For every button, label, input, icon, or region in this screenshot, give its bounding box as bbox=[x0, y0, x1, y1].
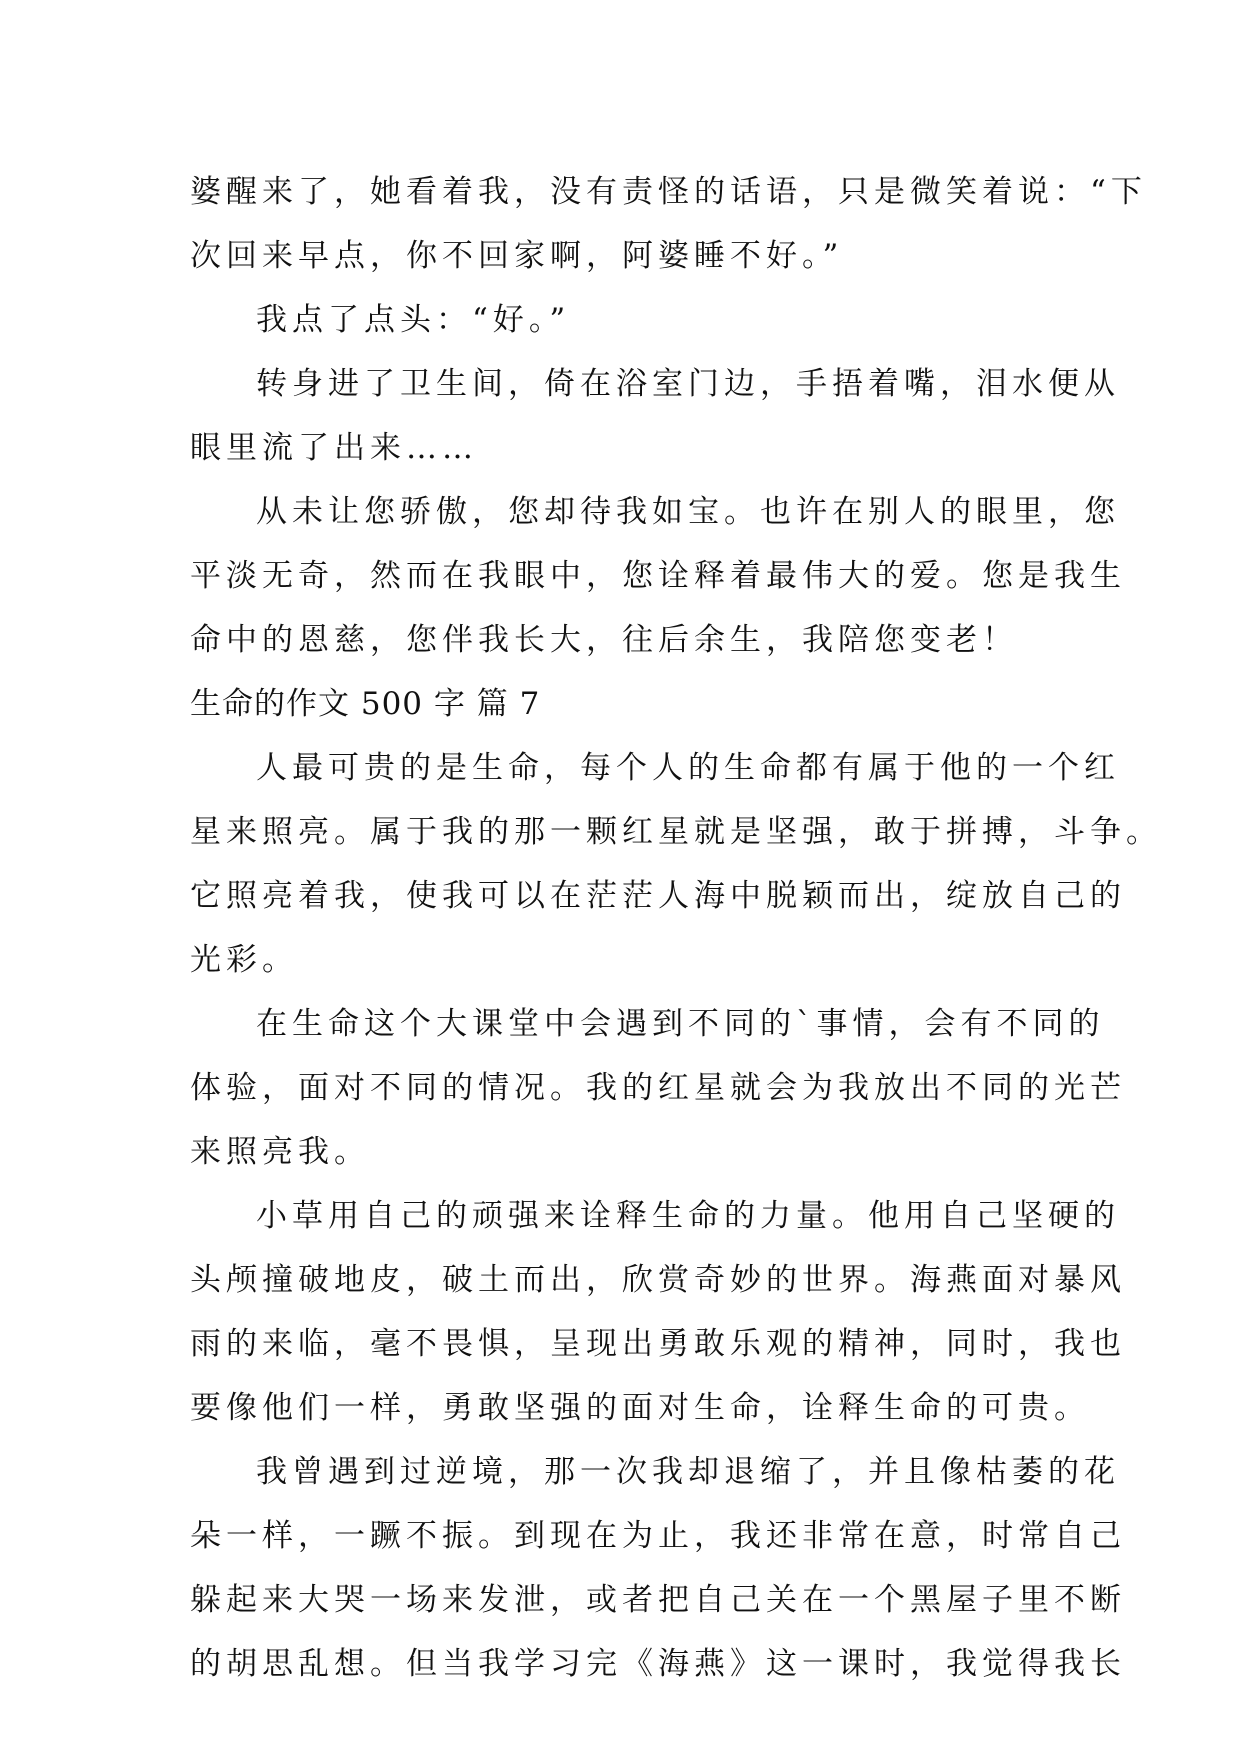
text-line: 它照亮着我，使我可以在茫茫人海中脱颖而出，绽放自己的 bbox=[190, 878, 1126, 914]
text-line: 躲起来大哭一场来发泄，或者把自己关在一个黑屋子里不断 bbox=[190, 1582, 1126, 1618]
text-line: 转身进了卫生间，倚在浴室门边，手捂着嘴，泪水便从 bbox=[256, 366, 1120, 402]
text-line: 我曾遇到过逆境，那一次我却退缩了，并且像枯萎的花 bbox=[256, 1454, 1120, 1490]
text-line: 小草用自己的顽强来诠释生命的力量。他用自己坚硬的 bbox=[256, 1198, 1120, 1234]
text-line: 命中的恩慈，您伴我长大，往后余生，我陪您变老！ bbox=[190, 622, 1018, 658]
text-line: 次回来早点，你不回家啊，阿婆睡不好。” bbox=[190, 238, 844, 274]
text-line: 星来照亮。属于我的那一颗红星就是坚强，敢于拼搏，斗争。 bbox=[190, 814, 1162, 850]
text-line: 我点了点头：“好。” bbox=[256, 302, 571, 338]
text-line: 雨的来临，毫不畏惧，呈现出勇敢乐观的精神，同时，我也 bbox=[190, 1326, 1126, 1362]
text-line: 来照亮我。 bbox=[190, 1134, 370, 1170]
document-body bbox=[190, 160, 1162, 1696]
text-line: 婆醒来了，她看着我，没有责怪的话语，只是微笑着说：“下 bbox=[190, 174, 1147, 210]
section-heading: 生命的作文 500 字 篇 7 bbox=[190, 686, 541, 722]
text-line: 的胡思乱想。但当我学习完《海燕》这一课时，我觉得我长 bbox=[190, 1646, 1126, 1682]
text-line: 人最可贵的是生命，每个人的生命都有属于他的一个红 bbox=[256, 750, 1120, 786]
text-line: 在生命这个大课堂中会遇到不同的`事情，会有不同的 bbox=[256, 1006, 1105, 1042]
text-line: 要像他们一样，勇敢坚强的面对生命，诠释生命的可贵。 bbox=[190, 1390, 1090, 1426]
text-line: 从未让您骄傲，您却待我如宝。也许在别人的眼里，您 bbox=[256, 494, 1120, 530]
text-line: 头颅撞破地皮，破土而出，欣赏奇妙的世界。海燕面对暴风 bbox=[190, 1262, 1126, 1298]
text-line: 体验，面对不同的情况。我的红星就会为我放出不同的光芒 bbox=[190, 1070, 1126, 1106]
text-line: 眼里流了出来…… bbox=[190, 430, 478, 466]
text-line: 平淡无奇，然而在我眼中，您诠释着最伟大的爱。您是我生 bbox=[190, 558, 1126, 594]
text-line: 光彩。 bbox=[190, 942, 298, 978]
text-line: 朵一样，一蹶不振。到现在为止，我还非常在意，时常自己 bbox=[190, 1518, 1126, 1554]
